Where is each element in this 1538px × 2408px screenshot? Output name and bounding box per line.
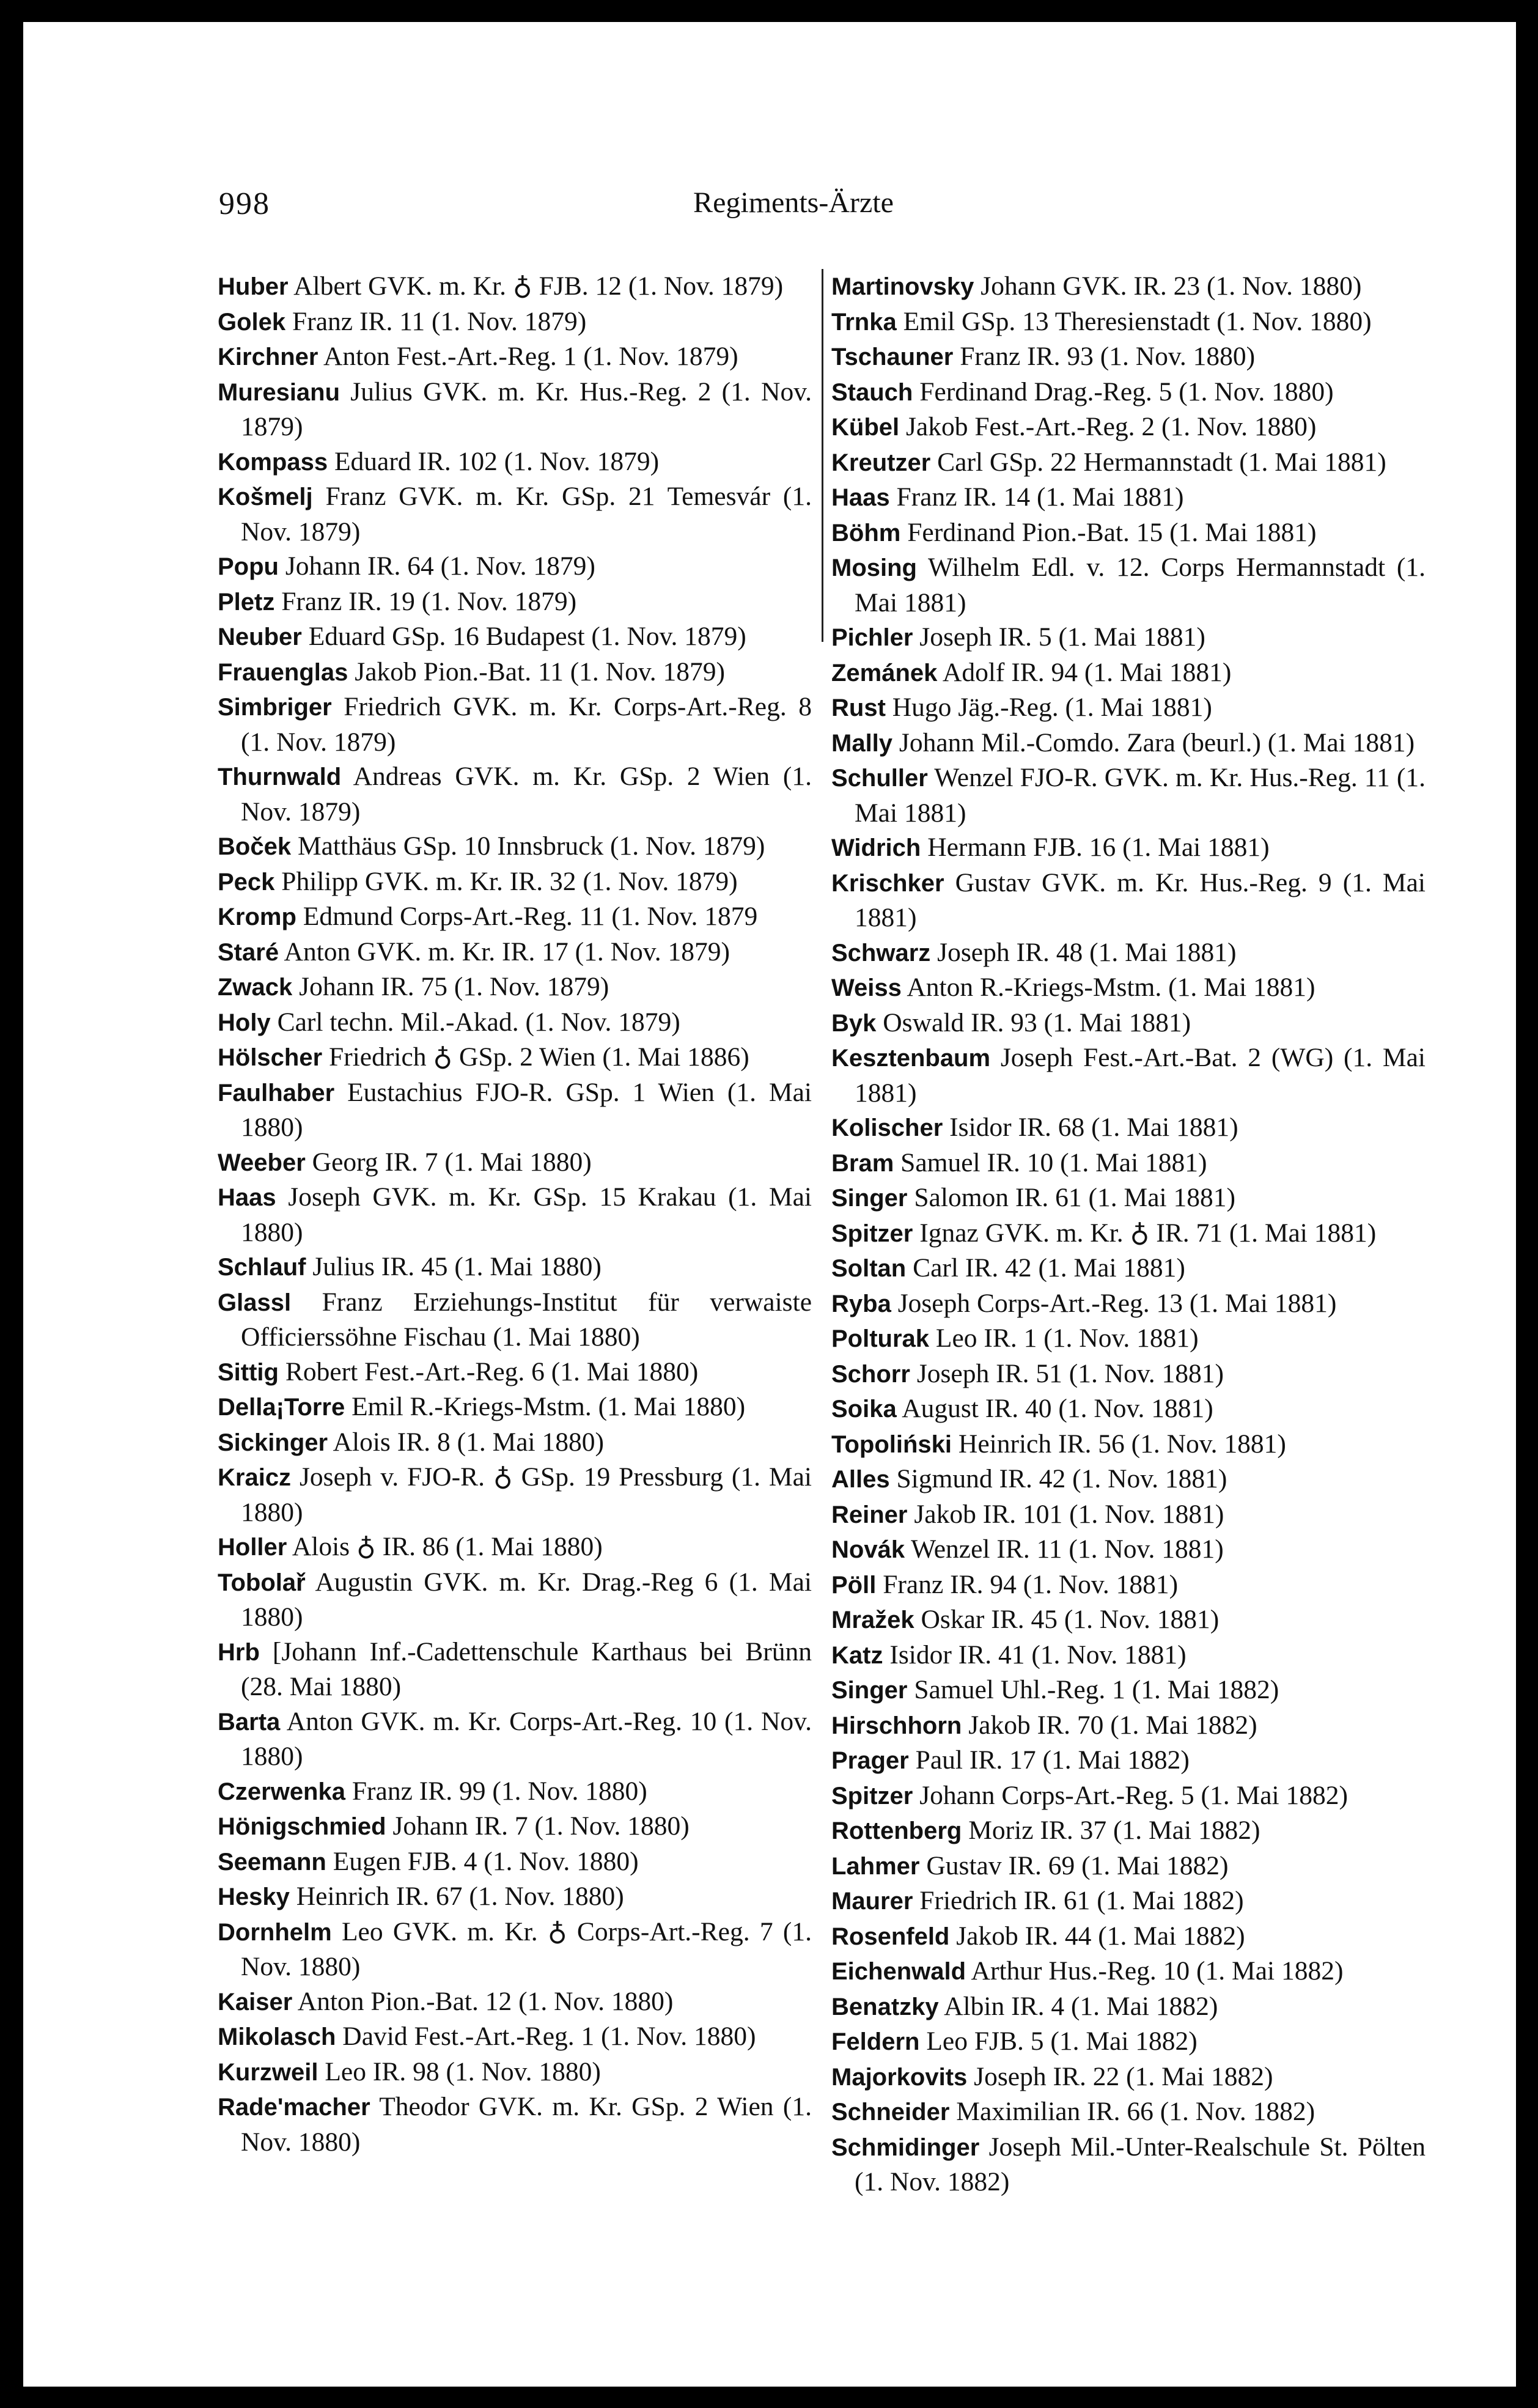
entry-details: Johann IR. 75 (1. Nov. 1879)	[299, 972, 609, 1001]
surname: Mosing	[831, 554, 917, 581]
register-entry	[218, 2019, 812, 2055]
register-entry	[831, 655, 1426, 691]
register-entry	[218, 1390, 812, 1425]
surname: Maurer	[831, 1888, 913, 1915]
entry-details: Maximilian IR. 66 (1. Nov. 1882)	[956, 2097, 1315, 2126]
surname: Hönigschmied	[218, 1813, 386, 1840]
surname: Rottenberg	[831, 1817, 962, 1844]
entry-details: Anton R.-Kriegs-Mstm. (1. Mai 1881)	[907, 973, 1315, 1002]
surname: Popu	[218, 553, 279, 580]
surname: Weiss	[831, 974, 902, 1001]
register-entry	[218, 1774, 812, 1810]
surname: Byk	[831, 1009, 877, 1037]
register-entry	[218, 2055, 812, 2090]
register-entry	[831, 1989, 1426, 2025]
register-entry	[831, 620, 1426, 655]
register-entry	[218, 1704, 812, 1774]
surname: Böhm	[831, 519, 901, 547]
register-entry	[218, 2090, 812, 2159]
entry-details: Gustav IR. 69 (1. Mai 1882)	[926, 1850, 1229, 1880]
entry-details: August IR. 40 (1. Nov. 1881)	[902, 1394, 1213, 1423]
register-entry	[831, 1180, 1426, 1216]
entry-details: Eugen FJB. 4 (1. Nov. 1880)	[333, 1846, 639, 1876]
surname: Holler	[218, 1534, 287, 1561]
entry-details: Hermann FJB. 16 (1. Mai 1881)	[927, 833, 1270, 862]
entry-details: Robert Fest.-Art.-Reg. 6 (1. Mai 1880)	[285, 1357, 699, 1386]
register-entry	[831, 1251, 1426, 1286]
entry-details: Edmund Corps-Art.-Reg. 11 (1. Nov. 1879	[303, 902, 758, 931]
entry-details: Anton GVK. m. Kr. Corps-Art.-Reg. 10 (1. Nov. 1880)	[241, 1706, 812, 1771]
register-entry	[218, 1250, 812, 1285]
register-entry	[218, 304, 812, 340]
surname: Widrich	[831, 834, 921, 861]
register-entry	[831, 935, 1426, 971]
column-divider	[822, 269, 823, 642]
entry-details: Emil R.-Kriegs-Mstm. (1. Mai 1880)	[351, 1392, 746, 1421]
surname: Barta	[218, 1708, 281, 1736]
entry-details: Joseph IR. 48 (1. Mai 1881)	[937, 937, 1237, 967]
surname: Spitzer	[831, 1220, 913, 1247]
surname: Tobolař	[218, 1569, 306, 1596]
entry-details: Albin IR. 4 (1. Mai 1882)	[944, 1991, 1218, 2021]
register-entry	[831, 410, 1426, 445]
register-entry	[831, 1110, 1426, 1146]
register-entry	[218, 1809, 812, 1844]
entry-details: Oswald IR. 93 (1. Mai 1881)	[883, 1007, 1191, 1037]
surname: Katz	[831, 1641, 883, 1669]
register-entry	[218, 864, 812, 900]
register-entry	[831, 1673, 1426, 1708]
entry-details: Franz IR. 11 (1. Nov. 1879)	[292, 306, 587, 336]
surname: Dornhelm	[218, 1918, 332, 1946]
surname: Hesky	[218, 1883, 290, 1910]
entry-details: Isidor IR. 41 (1. Nov. 1881)	[889, 1640, 1187, 1670]
register-entry	[831, 2094, 1426, 2130]
register-entry	[831, 2060, 1426, 2095]
register-entry	[831, 830, 1426, 866]
surname: Prager	[831, 1747, 909, 1774]
entry-details: Jakob Pion.-Bat. 11 (1. Nov. 1879)	[355, 657, 726, 687]
register-entry	[831, 726, 1426, 761]
register-entry	[831, 1286, 1426, 1322]
surname: Lahmer	[831, 1852, 920, 1880]
register-entry	[831, 1778, 1426, 1814]
surname: Rade'macher	[218, 2094, 370, 2121]
entry-details: Joseph IR. 5 (1. Mai 1881)	[919, 622, 1205, 652]
entry-details: Oskar IR. 45 (1. Nov. 1881)	[921, 1605, 1220, 1634]
register-entry	[831, 1567, 1426, 1603]
entry-details: Johann Corps-Art.-Reg. 5 (1. Mai 1882)	[919, 1780, 1348, 1810]
register-entry	[831, 1040, 1426, 1110]
register-entry	[218, 829, 812, 864]
surname: Holy	[218, 1009, 271, 1036]
surname: Schmidinger	[831, 2134, 980, 2161]
surname: Kompass	[218, 448, 328, 476]
entry-details: Joseph Mil.-Unter-Realschule St. Pölten (1. Nov. 1882)	[855, 2132, 1426, 2196]
surname: Zemánek	[831, 659, 938, 687]
register-entry	[831, 1849, 1426, 1884]
register-entry	[831, 2024, 1426, 2060]
surname: Haas	[831, 484, 890, 511]
surname: Singer	[831, 1185, 908, 1212]
entry-details: [Johann Inf.-Cadettenschule Karthaus bei Brünn (28. Mai 1880)	[241, 1637, 812, 1701]
surname: Reiner	[831, 1501, 908, 1528]
register-entry	[831, 1532, 1426, 1567]
entry-details: Jakob IR. 44 (1. Mai 1882)	[956, 1921, 1245, 1951]
entry-details: Isidor IR. 68 (1. Mai 1881)	[949, 1113, 1238, 1142]
entry-details: Franz GVK. m. Kr. GSp. 21 Temesvár (1. Nov. 1879)	[241, 482, 812, 547]
entry-details: Leo FJB. 5 (1. Mai 1882)	[926, 2027, 1198, 2056]
register-entry	[218, 1075, 812, 1145]
surname: Peck	[218, 868, 275, 896]
surname: Soltan	[831, 1255, 907, 1282]
surname: Kübel	[831, 414, 900, 441]
entry-details: Friedrich GVK. m. Kr. Corps-Art.-Reg. 8 (1. Nov. 1879)	[241, 692, 812, 757]
register-entry	[218, 444, 812, 480]
register-entry	[218, 899, 812, 935]
surname: Kesztenbaum	[831, 1045, 991, 1072]
surname: Eichenwald	[831, 1958, 966, 1985]
register-entry	[831, 1919, 1426, 1954]
register-entry	[218, 549, 812, 584]
register-entry	[831, 1883, 1426, 1919]
register-entry	[831, 1638, 1426, 1673]
register-entry	[831, 515, 1426, 551]
surname: Feldern	[831, 2028, 920, 2055]
surname: Golek	[218, 308, 286, 336]
register-entry	[831, 866, 1426, 935]
entry-details: Salomon IR. 61 (1. Mai 1881)	[914, 1183, 1235, 1212]
entry-details: Augustin GVK. m. Kr. Drag.-Reg 6 (1. Mai 1880)	[241, 1567, 812, 1632]
register-entry	[831, 970, 1426, 1006]
surname: Hirschhorn	[831, 1712, 962, 1739]
surname: Glassl	[218, 1289, 292, 1316]
surname: Kurzweil	[218, 2058, 318, 2086]
entry-details: Julius IR. 45 (1. Mai 1880)	[312, 1252, 602, 1281]
register-entry	[831, 1708, 1426, 1743]
register-entry	[218, 1530, 812, 1565]
register-entry	[218, 619, 812, 655]
entry-details: Joseph Corps-Art.-Reg. 13 (1. Mai 1881)	[897, 1288, 1337, 1318]
register-entry	[831, 445, 1426, 480]
entry-details: Joseph v. FJO-R. ♁ GSp. 19 Pressburg (1. Mai 1880)	[241, 1462, 812, 1527]
left-column	[218, 269, 812, 2159]
entry-details: Georg IR. 7 (1. Mai 1880)	[312, 1147, 592, 1177]
surname: Hölscher	[218, 1044, 323, 1071]
surname: Della¡Torre	[218, 1394, 345, 1421]
register-entry	[831, 1321, 1426, 1357]
surname: Bram	[831, 1149, 894, 1177]
entry-details: Ferdinand Drag.-Reg. 5 (1. Nov. 1880)	[919, 377, 1334, 407]
surname: Czerwenka	[218, 1778, 345, 1805]
surname: Frauenglas	[218, 658, 348, 686]
register-entry	[218, 759, 812, 829]
page-header	[219, 186, 1368, 235]
surname: Kreutzer	[831, 449, 931, 476]
surname: Alles	[831, 1466, 890, 1493]
surname: Sittig	[218, 1358, 279, 1386]
entry-details: Eduard IR. 102 (1. Nov. 1879)	[334, 446, 660, 476]
surname: Faulhaber	[218, 1079, 335, 1106]
entry-details: Eduard GSp. 16 Budapest (1. Nov. 1879)	[308, 622, 746, 651]
entry-details: Anton Fest.-Art.-Reg. 1 (1. Nov. 1879)	[323, 342, 738, 371]
surname: Haas	[218, 1184, 276, 1211]
entry-details: Philipp GVK. m. Kr. IR. 32 (1. Nov. 1879)	[281, 866, 738, 896]
surname: Soika	[831, 1396, 897, 1423]
entry-details: Joseph Fest.-Art.-Bat. 2 (WG) (1. Mai 1881)	[855, 1043, 1426, 1108]
register-entry	[218, 1460, 812, 1530]
entry-details: Adolf IR. 94 (1. Mai 1881)	[942, 657, 1232, 687]
register-entry	[218, 479, 812, 549]
register-entry	[831, 1427, 1426, 1462]
entry-details: Anton GVK. m. Kr. IR. 17 (1. Nov. 1879)	[284, 937, 730, 967]
surname: Martinovsky	[831, 273, 974, 300]
register-entry	[218, 1844, 812, 1880]
entry-details: Eustachius FJO-R. GSp. 1 Wien (1. Mai 1880)	[241, 1077, 812, 1142]
entry-details: Jakob Fest.-Art.-Reg. 2 (1. Nov. 1880)	[906, 412, 1317, 441]
surname: Tschauner	[831, 344, 954, 370]
surname: Muresianu	[218, 378, 340, 406]
entry-details: Friedrich ♁ GSp. 2 Wien (1. Mai 1886)	[329, 1042, 749, 1072]
surname: Schuller	[831, 765, 928, 792]
page-number: 998	[219, 186, 270, 221]
surname: Mikolasch	[218, 2023, 336, 2050]
register-entry	[218, 1984, 812, 2020]
register-entry	[831, 1006, 1426, 1041]
entry-details: Johann Mil.-Comdo. Zara (beurl.) (1. Mai 1881)	[899, 727, 1415, 757]
entry-details: Wenzel IR. 11 (1. Nov. 1881)	[911, 1534, 1224, 1564]
register-entry	[218, 269, 812, 304]
surname: Stauch	[831, 378, 913, 406]
entry-details: Franz IR. 94 (1. Nov. 1881)	[883, 1569, 1179, 1599]
surname: Neuber	[218, 624, 302, 650]
entry-details: Alois ♁ IR. 86 (1. Mai 1880)	[292, 1532, 603, 1561]
register-entry	[218, 1635, 812, 1704]
entry-details: Leo GVK. m. Kr. ♁ Corps-Art.-Reg. 7 (1. Nov. 1880)	[241, 1916, 812, 1981]
register-entry	[218, 690, 812, 759]
register-entry	[831, 1813, 1426, 1849]
register-entry	[831, 1357, 1426, 1392]
register-entry	[218, 1285, 812, 1355]
register-entry	[218, 935, 812, 970]
surname: Sickinger	[218, 1429, 328, 1456]
entry-details: Ignaz GVK. m. Kr. ♁ IR. 71 (1. Mai 1881)	[919, 1218, 1377, 1248]
surname: Majorkovits	[831, 2063, 968, 2091]
register-entry	[831, 2130, 1426, 2200]
surname: Zwack	[218, 974, 293, 1001]
entry-details: Franz Erziehungs-Institut für verwaiste Officierssöhne Fischau (1. Mai 1880)	[241, 1287, 812, 1352]
register-entry	[831, 339, 1426, 375]
document-page	[23, 22, 1516, 2387]
register-entry	[218, 655, 812, 690]
surname: Ryba	[831, 1290, 891, 1317]
entry-details: Heinrich IR. 67 (1. Nov. 1880)	[296, 1882, 624, 1911]
entry-details: Carl IR. 42 (1. Mai 1881)	[913, 1253, 1185, 1283]
surname: Mražek	[831, 1607, 914, 1633]
register-entry	[218, 1005, 812, 1040]
entry-details: Emil GSp. 13 Theresienstadt (1. Nov. 1880)	[903, 306, 1372, 336]
entry-details: Wilhelm Edl. v. 12. Corps Hermannstadt (1. Mai 1881)	[855, 553, 1426, 617]
entry-details: Heinrich IR. 56 (1. Nov. 1881)	[958, 1429, 1286, 1459]
surname: Huber	[218, 273, 289, 300]
entry-details: Joseph IR. 22 (1. Mai 1882)	[974, 2061, 1273, 2091]
entry-details: Carl GSp. 22 Hermannstadt (1. Mai 1881)	[937, 447, 1386, 477]
entry-details: Leo IR. 98 (1. Nov. 1880)	[325, 2056, 601, 2086]
entry-details: Paul IR. 17 (1. Mai 1882)	[915, 1745, 1190, 1775]
register-entry	[831, 1743, 1426, 1778]
entry-details: Alois IR. 8 (1. Mai 1880)	[333, 1427, 604, 1457]
entry-details: Theodor GVK. m. Kr. GSp. 2 Wien (1. Nov. 1880)	[241, 2092, 812, 2157]
register-entry	[831, 304, 1426, 340]
surname: Kirchner	[218, 344, 318, 370]
surname: Seemann	[218, 1848, 326, 1876]
register-entry	[831, 1954, 1426, 1989]
entry-details: Julius GVK. m. Kr. Hus.-Reg. 2 (1. Nov. 1879)	[241, 377, 812, 441]
register-entry	[218, 584, 812, 620]
register-entry	[218, 1879, 812, 1915]
entry-details: Franz IR. 14 (1. Mai 1881)	[896, 482, 1184, 512]
surname: Hrb	[218, 1638, 260, 1666]
register-entry	[218, 1040, 812, 1075]
entry-details: Friedrich IR. 61 (1. Mai 1882)	[919, 1886, 1244, 1915]
entry-details: Franz IR. 19 (1. Nov. 1879)	[281, 586, 577, 616]
register-entry	[218, 1180, 812, 1250]
surname: Kraicz	[218, 1464, 292, 1491]
entry-details: Wenzel FJO-R. GVK. m. Kr. Hus.-Reg. 11 (1. Mai 1881)	[855, 763, 1426, 828]
entry-details: Gustav GVK. m. Kr. Hus.-Reg. 9 (1. Mai 1881)	[855, 867, 1426, 932]
surname: Pletz	[218, 588, 275, 616]
surname: Pöll	[831, 1571, 877, 1599]
surname: Novák	[831, 1536, 905, 1563]
entry-details: Ferdinand Pion.-Bat. 15 (1. Mai 1881)	[907, 517, 1317, 547]
register-entry	[831, 1462, 1426, 1497]
surname: Kolischer	[831, 1114, 943, 1141]
entry-details: Johann IR. 7 (1. Nov. 1880)	[392, 1811, 690, 1841]
surname: Rust	[831, 694, 886, 721]
surname: Simbriger	[218, 694, 332, 721]
entry-details: Jakob IR. 70 (1. Mai 1882)	[968, 1710, 1257, 1740]
entry-details: Moriz IR. 37 (1. Mai 1882)	[968, 1816, 1260, 1845]
surname: Schneider	[831, 2099, 950, 2126]
register-entry	[831, 1391, 1426, 1427]
register-entry	[831, 690, 1426, 726]
entry-details: Samuel IR. 10 (1. Mai 1881)	[900, 1147, 1207, 1177]
entry-details: Carl techn. Mil.-Akad. (1. Nov. 1879)	[277, 1007, 680, 1037]
register-entry	[218, 1145, 812, 1180]
entry-details: Anton Pion.-Bat. 12 (1. Nov. 1880)	[297, 1986, 674, 2016]
register-entry	[218, 375, 812, 444]
entry-details: Jakob IR. 101 (1. Nov. 1881)	[914, 1499, 1224, 1529]
surname: Pichler	[831, 624, 913, 651]
right-column	[831, 269, 1426, 2200]
entry-details: Samuel Uhl.-Reg. 1 (1. Mai 1882)	[914, 1675, 1279, 1704]
surname: Trnka	[831, 308, 897, 336]
surname: Staré	[218, 938, 279, 966]
register-entry	[831, 269, 1426, 304]
running-title: Regiments-Ärzte	[693, 186, 894, 219]
surname: Polturak	[831, 1325, 930, 1352]
surname: Boček	[218, 833, 292, 860]
register-entry	[218, 970, 812, 1005]
entry-details: Hugo Jäg.-Reg. (1. Mai 1881)	[892, 693, 1212, 722]
entry-details: Matthäus GSp. 10 Innsbruck (1. Nov. 1879)	[297, 831, 765, 861]
register-entry	[831, 1146, 1426, 1181]
surname: Kaiser	[218, 1988, 293, 2016]
entry-details: Franz IR. 93 (1. Nov. 1880)	[960, 342, 1256, 371]
surname: Košmelj	[218, 484, 313, 510]
surname: Mally	[831, 729, 893, 757]
surname: Schwarz	[831, 939, 931, 967]
register-entry	[218, 1425, 812, 1460]
entry-details: Albert GVK. m. Kr. ♁ FJB. 12 (1. Nov. 1879)	[293, 271, 784, 301]
surname: Schlauf	[218, 1254, 306, 1281]
surname: Kromp	[218, 904, 296, 930]
register-entry	[831, 1216, 1426, 1251]
register-entry	[831, 760, 1426, 830]
entry-details: Arthur Hus.-Reg. 10 (1. Mai 1882)	[971, 1956, 1344, 1986]
entry-details: Joseph IR. 51 (1. Nov. 1881)	[916, 1358, 1224, 1388]
entry-details: Johann GVK. IR. 23 (1. Nov. 1880)	[981, 271, 1362, 301]
register-entry	[218, 1355, 812, 1390]
entry-details: David Fest.-Art.-Reg. 1 (1. Nov. 1880)	[342, 2022, 756, 2051]
surname: Thurnwald	[218, 764, 342, 790]
register-entry	[218, 339, 812, 375]
entry-details: Andreas GVK. m. Kr. GSp. 2 Wien (1. Nov. 1879)	[241, 762, 812, 827]
entry-details: Franz IR. 99 (1. Nov. 1880)	[351, 1776, 647, 1806]
register-entry	[831, 1602, 1426, 1638]
register-entry	[831, 480, 1426, 515]
register-entry	[218, 1565, 812, 1635]
surname: Spitzer	[831, 1782, 913, 1810]
surname: Schorr	[831, 1360, 910, 1388]
entry-details: Leo IR. 1 (1. Nov. 1881)	[935, 1324, 1199, 1353]
surname: Weeber	[218, 1149, 306, 1176]
surname: Krischker	[831, 869, 944, 897]
entry-details: Joseph GVK. m. Kr. GSp. 15 Krakau (1. Mai 1880)	[241, 1182, 812, 1247]
entry-details: Johann IR. 64 (1. Nov. 1879)	[285, 551, 595, 581]
surname: Rosenfeld	[831, 1923, 950, 1950]
surname: Singer	[831, 1677, 908, 1704]
entry-details: Sigmund IR. 42 (1. Nov. 1881)	[896, 1464, 1227, 1493]
register-entry	[831, 375, 1426, 410]
register-entry	[831, 550, 1426, 620]
surname: Benatzky	[831, 1993, 939, 2020]
register-entry	[218, 1915, 812, 1984]
surname: Topoliński	[831, 1430, 952, 1458]
register-entry	[831, 1497, 1426, 1533]
